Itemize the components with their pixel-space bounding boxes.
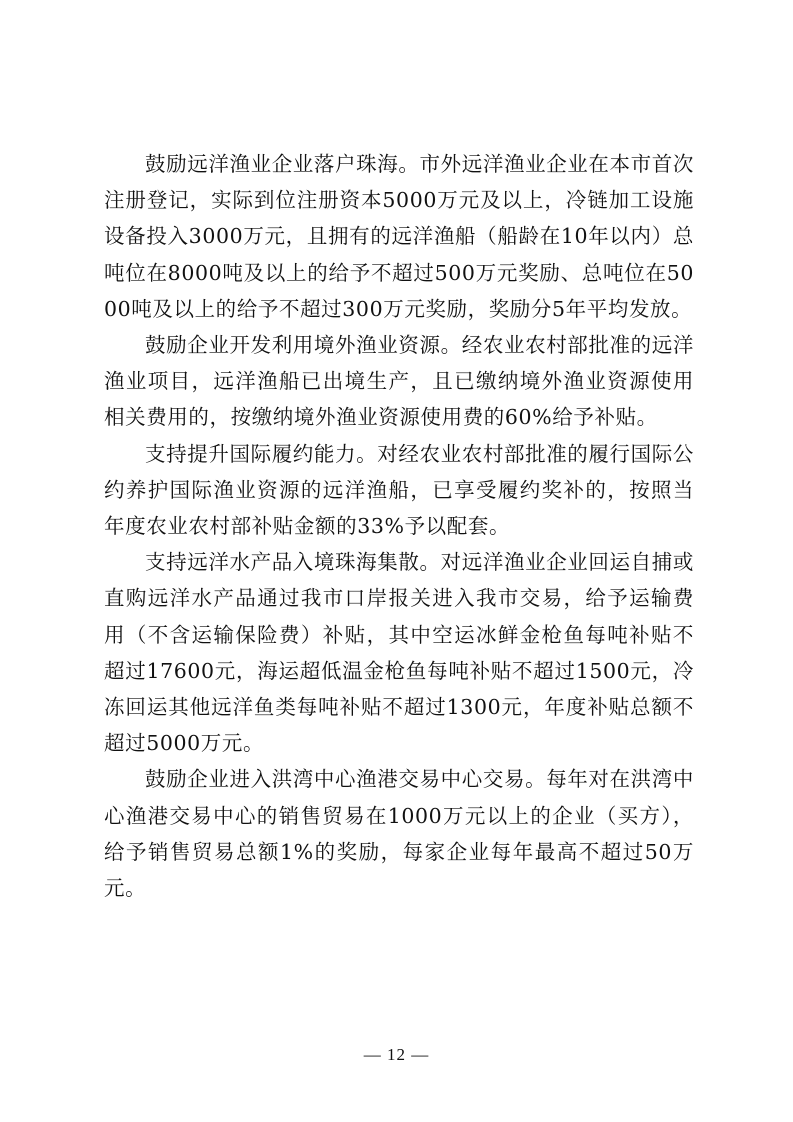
- paragraph-overseas-resources: 鼓励企业开发利用境外渔业资源。经农业农村部批准的远洋渔业项目，远洋渔船已出境生产，且已缴纳境外渔业资源使用相关费用的，按缴纳境外渔业资源使用费的60%给予补贴。: [104, 333, 694, 430]
- paragraph-settlement-incentive: 鼓励远洋渔业企业落户珠海。市外远洋渔业企业在本市首次注册登记，实际到位注册资本5000万元及以上，冷链加工设施设备投入3000万元，且拥有的远洋渔船（船龄在10年以内）总吨位在8000吨及以上的给予不超过500万元奖励、总吨位在5000吨及以上的给予不超过300万元奖励，奖励分5年平均发放。: [104, 152, 694, 321]
- paragraph-import-distribution: 支持远洋水产品入境珠海集散。对远洋渔业企业回运自捕或直购远洋水产品通过我市口岸报关进入我市交易，给予运输费用（不含运输保险费）补贴，其中空运冰鲜金枪鱼每吨补贴不超过17600元，海运超低温金枪鱼每吨补贴不超过1500元，冷冻回运其他远洋鱼类每吨补贴不超过1300元，年度补贴总额不超过5000万元。: [104, 550, 694, 756]
- document-body: [104, 146, 694, 906]
- paragraph-fishing-port-trading: 鼓励企业进入洪湾中心渔港交易中心交易。每年对在洪湾中心渔港交易中心的销售贸易在1000万元以上的企业（买方），给予销售贸易总额1%的奖励，每家企业每年最高不超过50万元。: [104, 767, 694, 901]
- paragraph-compliance-capacity: 支持提升国际履约能力。对经农业农村部批准的履行国际公约养护国际渔业资源的远洋渔船，已享受履约奖补的，按照当年度农业农村部补贴金额的33%予以配套。: [104, 441, 694, 539]
- page-number: — 12 —: [363, 1045, 430, 1064]
